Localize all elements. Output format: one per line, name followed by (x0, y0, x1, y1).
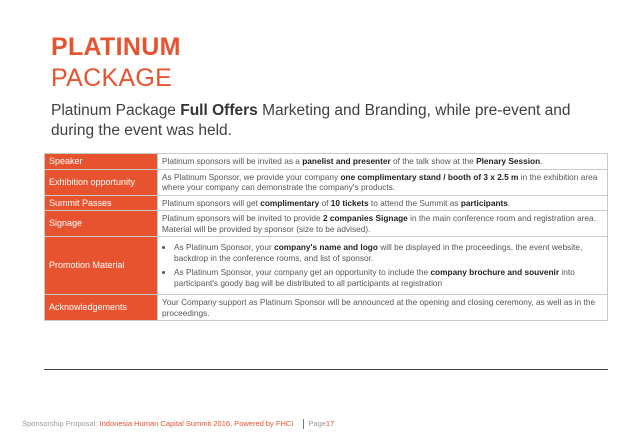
body-text: As Platinum Sponsor, we provide your company (162, 171, 341, 182)
row-description (158, 154, 608, 170)
title-line-2: PACKAGE (51, 64, 173, 92)
table-row (45, 195, 608, 211)
intro-prefix: Platinum Package (51, 102, 181, 119)
table-row (45, 295, 608, 321)
row-label: Summit Passes (45, 195, 158, 211)
highlight-text: company's name and logo (274, 242, 378, 252)
highlight-text: complimentary (260, 197, 320, 208)
row-label: Promotion Material (45, 237, 158, 295)
body-text: in the exhibition area where your company can demonstrate the company's products. (162, 171, 598, 192)
body-text: to attend the Summit as (368, 197, 461, 208)
footer (22, 419, 334, 429)
footer-page-label: Page (308, 419, 326, 428)
body-text: Your Company support as Platinum Sponsor will be announced at the opening and closing ceremony, as well as in the proceedings. (162, 297, 596, 318)
row-label: Exhibition opportunity (45, 169, 158, 195)
bullet-item (174, 267, 603, 288)
row-label: Speaker (45, 154, 158, 170)
body-text: . (507, 197, 511, 208)
footer-prefix: Sponsorship Proposal: (22, 419, 100, 428)
title-line-1: PLATINUM (51, 33, 181, 61)
table-row (45, 154, 608, 170)
body-text: of (319, 197, 331, 208)
body-text: in the main conference room and registration area. Material will be provided by sponsor (size to be advised). (162, 213, 596, 234)
table-row (45, 169, 608, 195)
intro-suffix: Marketing and Branding, while pre-event and during the event was held. (51, 102, 571, 139)
footer-separator (303, 419, 304, 429)
bullet-item (174, 242, 603, 263)
intro-bold: Full Offers (180, 102, 258, 119)
bullet-list (162, 242, 603, 288)
body-text: As Platinum Sponsor, your (174, 242, 275, 252)
row-description (158, 195, 608, 211)
footer-event: Indonesia Human Capital Summit 2016, Powered by FHCI (99, 419, 294, 428)
table-bottom-rule (44, 369, 608, 370)
body-text: into participant's goody bag will be distributed to all participants at registration (174, 267, 575, 288)
body-text: of the talk show at the (390, 156, 477, 166)
row-description (158, 237, 608, 295)
row-label: Acknowledgements (45, 295, 158, 321)
intro-paragraph (51, 101, 611, 141)
row-label: Signage (45, 211, 158, 237)
body-text: will be displayed in the proceedings, the event website, backdrop in the conference rooms, and list of sponsor. (174, 242, 583, 263)
highlight-text: one complimentary stand / booth of 3 x 2.5 m (340, 171, 519, 182)
body-text: . (540, 156, 543, 166)
body-text: Platinum sponsors will be invited as a (162, 156, 303, 166)
highlight-text: company brochure and souvenir (430, 267, 560, 277)
benefits-table (44, 153, 608, 321)
highlight-text: Plenary Session (476, 156, 541, 166)
row-description (158, 211, 608, 237)
highlight-text: panelist and presenter (302, 156, 391, 166)
highlight-text: 2 companies Signage (322, 213, 408, 223)
table-row (45, 211, 608, 237)
highlight-text: 10 tickets (330, 197, 369, 208)
row-description (158, 169, 608, 195)
body-text: Platinum sponsors will get (162, 197, 261, 208)
body-text: As Platinum Sponsor, your company get an opportunity to include the (174, 267, 431, 277)
body-text: Platinum sponsors will be invited to provide (162, 213, 323, 223)
footer-page-number: 17 (325, 419, 335, 428)
table-row (45, 237, 608, 295)
highlight-text: participants (460, 197, 508, 208)
row-description (158, 295, 608, 321)
